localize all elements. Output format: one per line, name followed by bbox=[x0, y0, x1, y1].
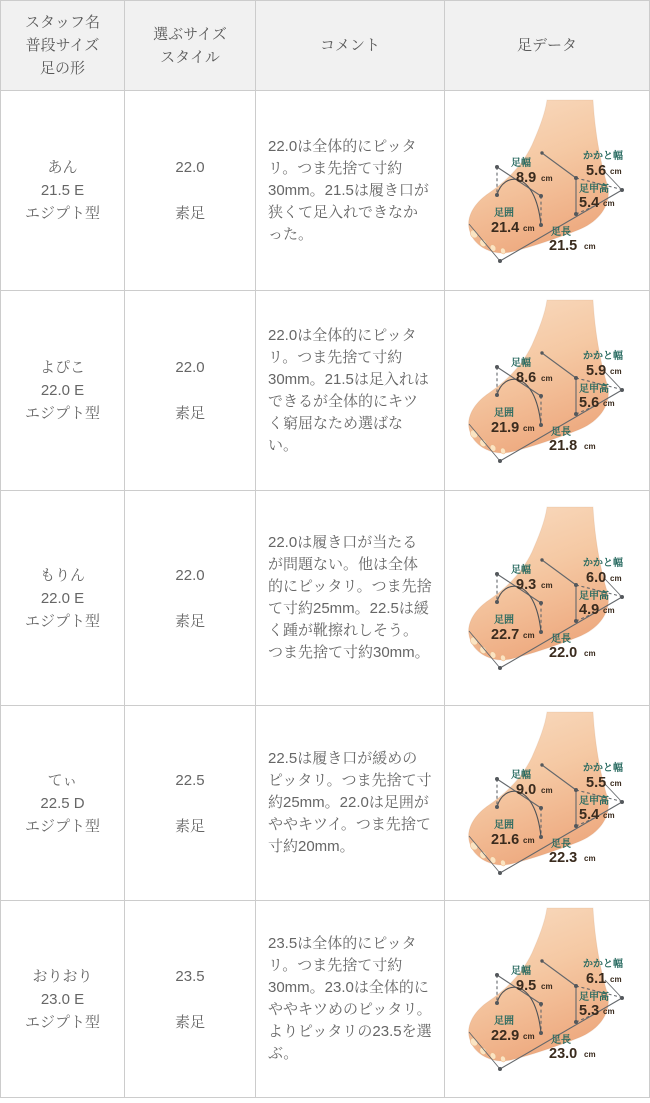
heel-width-value: 5.5 bbox=[586, 775, 607, 791]
measure-dot bbox=[574, 984, 578, 988]
foot-width-label: 足幅 bbox=[511, 357, 531, 369]
comment-cell: 23.5は全体的にピッタリ。つま先捨て寸約30mm。23.0は全体的にややキツめのピッタリ。よりピッタリの23.5を選ぶ。 bbox=[256, 901, 445, 1098]
foot-girth-value: 22.9 bbox=[491, 1028, 520, 1044]
measure-dot bbox=[539, 394, 543, 398]
heel-width-label: かかと幅 bbox=[583, 150, 623, 162]
foot-length-value: 22.0 bbox=[549, 645, 578, 661]
staff-foot-shape: エジプト型 bbox=[24, 612, 100, 630]
measure-dot bbox=[574, 1020, 578, 1024]
measure-dot bbox=[498, 666, 502, 670]
heel-width-label: かかと幅 bbox=[583, 763, 623, 774]
chosen-style: 素足 bbox=[174, 205, 205, 222]
chosen-style: 素足 bbox=[174, 817, 205, 835]
measure-dot bbox=[495, 805, 499, 809]
measure-dot bbox=[539, 423, 543, 427]
staff-cell bbox=[1, 901, 125, 1098]
measure-dot bbox=[498, 459, 502, 463]
header-staff-column bbox=[1, 1, 125, 91]
measure-dot bbox=[495, 1001, 499, 1005]
staff-name: あん bbox=[47, 159, 78, 176]
measure-dot bbox=[574, 824, 578, 828]
foot-girth-label: 足囲 bbox=[494, 207, 514, 219]
heel-width-unit: cm bbox=[610, 574, 622, 583]
staff-foot-shape: エジプト型 bbox=[24, 405, 100, 422]
chosen-size: 23.5 bbox=[175, 967, 205, 985]
chosen-size-cell bbox=[125, 901, 256, 1098]
heel-width-label: かかと幅 bbox=[583, 558, 623, 569]
instep-height-label: 足甲高 bbox=[579, 591, 609, 602]
foot-length-value: 22.3 bbox=[549, 850, 578, 866]
instep-height-label: 足甲高 bbox=[579, 383, 609, 395]
foot-girth-value: 21.6 bbox=[491, 832, 520, 848]
foot-width-value: 8.9 bbox=[516, 169, 537, 186]
foot-length-label: 足長 bbox=[551, 1035, 571, 1046]
measure-dot bbox=[495, 393, 499, 397]
chosen-style: 素足 bbox=[174, 1013, 205, 1031]
staff-usual-size: 22.0 E bbox=[40, 589, 85, 607]
measure-dot bbox=[495, 365, 499, 369]
chosen-size: 22.5 bbox=[175, 771, 205, 789]
measure-dot bbox=[495, 165, 499, 169]
header-comment-column: コメント bbox=[256, 1, 445, 91]
heel-width-label: かかと幅 bbox=[583, 959, 623, 970]
header-foot-data-column: 足データ bbox=[445, 1, 650, 91]
measure-dot bbox=[574, 176, 578, 180]
comment-cell: 22.0は全体的にピッタリ。つま先捨て寸約30mm。21.5は履き口が狭くて足入れできなかった。 bbox=[256, 91, 445, 291]
table-row bbox=[1, 91, 650, 291]
foot-length-unit: cm bbox=[584, 241, 596, 251]
header-size-column bbox=[125, 1, 256, 91]
chosen-style: 素足 bbox=[174, 405, 205, 422]
staff-usual-size: 21.5 E bbox=[40, 182, 85, 199]
measure-dot bbox=[539, 601, 543, 605]
measure-dot bbox=[539, 630, 543, 634]
foot-girth-unit: cm bbox=[523, 423, 535, 433]
heel-width-value: 5.6 bbox=[586, 162, 607, 179]
foot-girth-label: 足囲 bbox=[494, 615, 514, 626]
comment-cell: 22.0は全体的にピッタリ。つま先捨て寸約30mm。21.5は足入れはできるが全体的にキツく窮屈なため選ばない。 bbox=[256, 291, 445, 491]
instep-height-label: 足甲高 bbox=[579, 992, 609, 1003]
measure-dot bbox=[620, 188, 624, 192]
measure-dot bbox=[574, 619, 578, 623]
table-header-row bbox=[1, 1, 650, 91]
foot-length-value: 21.5 bbox=[549, 237, 578, 254]
foot-length-unit: cm bbox=[584, 441, 596, 451]
instep-height-value: 5.3 bbox=[579, 1003, 600, 1019]
header-line: 普段サイズ bbox=[25, 37, 100, 54]
staff-foot-shape: エジプト型 bbox=[24, 1013, 100, 1031]
staff-foot-shape: エジプト型 bbox=[24, 817, 100, 835]
foot-width-value: 9.5 bbox=[516, 978, 537, 994]
measure-dot bbox=[495, 572, 499, 576]
heel-width-value: 5.9 bbox=[586, 362, 607, 379]
measure-dot bbox=[495, 600, 499, 604]
measure-dot bbox=[540, 763, 543, 766]
chosen-size-cell bbox=[125, 91, 256, 291]
heel-width-unit: cm bbox=[610, 366, 622, 376]
foot-width-label: 足幅 bbox=[511, 565, 531, 576]
instep-height-value: 5.4 bbox=[579, 194, 600, 211]
measure-dot bbox=[540, 558, 543, 561]
foot-width-value: 9.0 bbox=[516, 782, 537, 798]
chosen-size-cell bbox=[125, 491, 256, 706]
foot-length-label: 足長 bbox=[551, 426, 571, 438]
foot-girth-unit: cm bbox=[523, 1032, 535, 1041]
header-line: 選ぶサイズ bbox=[153, 25, 227, 43]
instep-height-label: 足甲高 bbox=[579, 183, 609, 195]
chosen-size-cell bbox=[125, 706, 256, 901]
foot-data-cell bbox=[445, 491, 650, 706]
heel-width-unit: cm bbox=[610, 166, 622, 176]
table-row bbox=[1, 706, 650, 901]
instep-height-unit: cm bbox=[603, 811, 615, 820]
foot-width-unit: cm bbox=[541, 786, 553, 795]
foot-length-label: 足長 bbox=[551, 634, 571, 645]
measure-dot bbox=[495, 973, 499, 977]
foot-width-unit: cm bbox=[541, 173, 553, 183]
foot-width-label: 足幅 bbox=[511, 770, 531, 781]
heel-width-value: 6.1 bbox=[586, 971, 607, 987]
staff-usual-size: 23.0 E bbox=[40, 990, 85, 1008]
chosen-size: 22.0 bbox=[175, 359, 205, 376]
instep-height-value: 5.6 bbox=[579, 394, 600, 411]
foot-data-cell bbox=[445, 91, 650, 291]
measure-dot bbox=[540, 959, 543, 962]
staff-name: おりおり bbox=[32, 967, 93, 985]
staff-name: てぃ bbox=[47, 771, 78, 789]
measure-dot bbox=[495, 193, 499, 197]
instep-height-unit: cm bbox=[603, 398, 615, 408]
measure-dot bbox=[539, 1002, 543, 1006]
instep-height-label: 足甲高 bbox=[579, 796, 609, 807]
measure-dot bbox=[495, 777, 499, 781]
staff-usual-size: 22.0 E bbox=[40, 382, 85, 399]
measure-dot bbox=[540, 351, 543, 354]
measure-dot bbox=[574, 412, 578, 416]
foot-width-label: 足幅 bbox=[511, 157, 531, 169]
chosen-style: 素足 bbox=[174, 612, 205, 630]
foot-girth-label: 足囲 bbox=[494, 820, 514, 831]
header-line: スタッフ名 bbox=[24, 14, 100, 31]
measure-dot bbox=[620, 800, 624, 804]
measure-dot bbox=[498, 871, 502, 875]
staff-cell bbox=[1, 706, 125, 901]
foot-width-value: 9.3 bbox=[516, 577, 537, 593]
foot-width-unit: cm bbox=[541, 982, 553, 991]
foot-measurement-diagram bbox=[447, 503, 647, 693]
staff-foot-shape: エジプト型 bbox=[24, 205, 100, 222]
measure-dot bbox=[620, 996, 624, 1000]
measure-dot bbox=[539, 806, 543, 810]
table-row bbox=[1, 491, 650, 706]
measure-dot bbox=[539, 1031, 543, 1035]
heel-width-value: 6.0 bbox=[586, 570, 607, 586]
foot-girth-unit: cm bbox=[523, 223, 535, 233]
comment-cell: 22.5は履き口が緩めのピッタリ。つま先捨て寸約25mm。22.0は足囲がややキツイ。つま先捨て寸約20mm。 bbox=[256, 706, 445, 901]
measure-dot bbox=[539, 223, 543, 227]
comment-cell: 22.0は履き口が当たるが問題ない。他は全体的にピッタリ。つま先捨て寸約25mm。22.5は緩く踵が靴擦れしそう。つま先捨て寸約30mm。 bbox=[256, 491, 445, 706]
foot-data-cell bbox=[445, 706, 650, 901]
foot-girth-label: 足囲 bbox=[494, 407, 514, 419]
foot-width-value: 8.6 bbox=[516, 369, 537, 386]
measure-dot bbox=[498, 1067, 502, 1071]
foot-length-label: 足長 bbox=[551, 839, 571, 850]
measure-dot bbox=[620, 388, 624, 392]
staff-usual-size: 22.5 D bbox=[40, 794, 85, 812]
instep-height-unit: cm bbox=[603, 606, 615, 615]
foot-measurement-diagram bbox=[447, 96, 647, 286]
measure-dot bbox=[539, 835, 543, 839]
header-line: 足の形 bbox=[39, 60, 85, 77]
foot-length-label: 足長 bbox=[551, 226, 571, 238]
foot-length-value: 21.8 bbox=[549, 437, 578, 454]
foot-measurement-diagram bbox=[447, 296, 647, 486]
measure-dot bbox=[574, 212, 578, 216]
foot-width-unit: cm bbox=[541, 373, 553, 383]
chosen-size: 22.0 bbox=[175, 566, 205, 584]
foot-measurement-diagram bbox=[447, 708, 647, 898]
foot-measurement-diagram bbox=[447, 904, 647, 1094]
instep-height-value: 5.4 bbox=[579, 807, 600, 823]
instep-height-unit: cm bbox=[603, 198, 615, 208]
foot-girth-unit: cm bbox=[523, 631, 535, 640]
foot-length-unit: cm bbox=[584, 1050, 596, 1059]
foot-girth-label: 足囲 bbox=[494, 1016, 514, 1027]
heel-width-unit: cm bbox=[610, 779, 622, 788]
staff-cell bbox=[1, 91, 125, 291]
header-line: スタイル bbox=[160, 48, 220, 66]
foot-length-value: 23.0 bbox=[549, 1046, 578, 1062]
foot-width-label: 足幅 bbox=[511, 966, 531, 977]
heel-width-label: かかと幅 bbox=[583, 350, 623, 362]
measure-dot bbox=[540, 151, 543, 154]
staff-cell bbox=[1, 491, 125, 706]
table-body bbox=[1, 91, 650, 1098]
foot-length-unit: cm bbox=[584, 649, 596, 658]
foot-data-cell bbox=[445, 291, 650, 491]
chosen-size: 22.0 bbox=[175, 159, 205, 176]
instep-height-unit: cm bbox=[603, 1007, 615, 1016]
foot-girth-value: 21.9 bbox=[491, 419, 520, 436]
foot-length-unit: cm bbox=[584, 854, 596, 863]
measure-dot bbox=[620, 595, 624, 599]
measure-dot bbox=[539, 194, 543, 198]
staff-name: よぴこ bbox=[39, 359, 85, 376]
foot-data-cell bbox=[445, 901, 650, 1098]
foot-girth-value: 22.7 bbox=[491, 627, 520, 643]
staff-cell bbox=[1, 291, 125, 491]
measure-dot bbox=[574, 583, 578, 587]
table-row bbox=[1, 901, 650, 1098]
foot-width-unit: cm bbox=[541, 581, 553, 590]
foot-girth-unit: cm bbox=[523, 836, 535, 845]
table-row bbox=[1, 291, 650, 491]
foot-girth-value: 21.4 bbox=[491, 219, 520, 236]
instep-height-value: 4.9 bbox=[579, 602, 600, 618]
staff-name: もりん bbox=[39, 566, 85, 584]
measure-dot bbox=[498, 259, 502, 263]
heel-width-unit: cm bbox=[610, 975, 622, 984]
measure-dot bbox=[574, 788, 578, 792]
measure-dot bbox=[574, 376, 578, 380]
chosen-size-cell bbox=[125, 291, 256, 491]
